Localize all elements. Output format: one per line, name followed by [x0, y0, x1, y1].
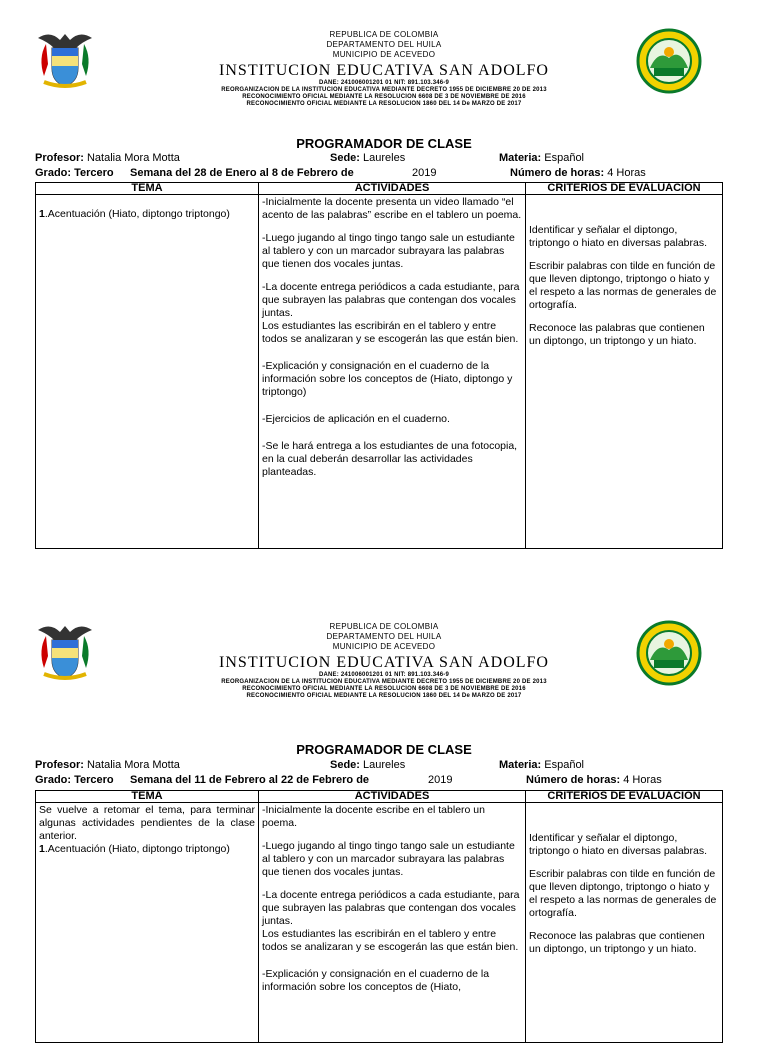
resolution-line-1: RECONOCIMIENTO OFICIAL MEDIANTE LA RESOLUCION 6608 DE 3 DE NOVIEMBRE DE 2016: [242, 686, 526, 692]
materia-value: Español: [544, 152, 585, 164]
activity-2: -Luego jugando al tingo tingo tango sale un estudiante al tablero y con un marcador subrayara las palabras que tienen dos vocales juntas.: [262, 232, 515, 270]
semana-value: Semana del 28 de Enero al 8 de Febrero de: [130, 167, 354, 179]
institution-name: INSTITUCION EDUCATIVA SAN ADOLFO: [219, 62, 549, 79]
municipality-line: MUNICIPIO DE ACEVEDO: [332, 642, 436, 651]
tema-number: 1: [39, 208, 45, 220]
profesor-label: Profesor:: [35, 759, 84, 771]
grado-label: Grado: Tercero: [35, 774, 114, 786]
sede-field: [330, 152, 405, 165]
activity-4: Los estudiantes las escribirán en el tablero y entre todos se analizaran y se escogerán las que están bien.: [262, 320, 519, 345]
tema-intro: Se vuelve a retomar el tema, para terminar algunas actividades pendientes de la clase anterior.: [39, 804, 255, 842]
criterion-3: Reconoce las palabras que contienen un diptongo, un triptongo y un hiato.: [529, 930, 705, 955]
year-value: 2019: [412, 167, 437, 179]
page-title: PROGRAMADOR DE CLASE: [296, 136, 472, 151]
letterhead: [0, 620, 768, 720]
letterhead-text: [120, 30, 648, 108]
criterion-2: Escribir palabras con tilde en función de que lleven diptongo, triptongo o hiato y el respeto a las normas de generales de ortografía.: [529, 260, 717, 311]
table-header-row: [36, 791, 723, 803]
class-plan-table: [35, 790, 723, 1043]
horas-value: 4 Horas: [607, 167, 646, 179]
country-line: REPUBLICA DE COLOMBIA: [329, 30, 439, 39]
tema-number: 1: [39, 843, 45, 855]
sede-label: Sede:: [330, 759, 360, 771]
profesor-field: [35, 152, 180, 165]
decree-line: REORGANIZACION DE LA INSTITUCION EDUCATIVA MEDIANTE DECRETO 1955 DE DICIEMBRE 20 DE 2013: [221, 679, 547, 685]
municipality-line: MUNICIPIO DE ACEVEDO: [332, 50, 436, 59]
materia-label: Materia:: [499, 759, 542, 771]
table-header-row: [36, 183, 723, 195]
tema-cell: [36, 195, 259, 549]
page-title: PROGRAMADOR DE CLASE: [296, 742, 472, 757]
col-actividades-header: ACTIVIDADES: [259, 791, 526, 803]
horas-field: [526, 774, 662, 787]
col-actividades-header: ACTIVIDADES: [259, 183, 526, 195]
dane-line: DANE: 241006001201 01 NIT: 891.103.346-9: [318, 80, 450, 86]
materia-field: [499, 759, 584, 772]
materia-value: Español: [544, 759, 585, 771]
horas-label: Número de horas:: [526, 774, 621, 786]
criterion-1: Identificar y señalar el diptongo, triptongo o hiato en diversas palabras.: [529, 224, 708, 249]
activity-1: -Inicialmente la docente presenta un video llamado “el acento de las palabras” escribe en el tablero un poema.: [262, 196, 522, 221]
actividades-cell: [259, 195, 526, 549]
criterios-cell: [526, 803, 723, 1043]
horas-label: Número de horas:: [510, 167, 605, 179]
profesor-label: Profesor:: [35, 152, 84, 164]
criterion-2: Escribir palabras con tilde en función de que lleven diptongo, triptongo o hiato y el respeto a las normas de generales de ortografía.: [529, 868, 717, 919]
semana-field: [130, 167, 354, 180]
grado-field: [35, 167, 114, 180]
resolution-line-2: RECONOCIMIENTO OFICIAL MEDIANTE LA RESOLUCION 1860 DEL 14 De MARZO DE 2017: [246, 101, 522, 107]
letterhead-text: [120, 622, 648, 700]
country-line: REPUBLICA DE COLOMBIA: [329, 622, 439, 631]
school-seal-icon: [636, 28, 702, 94]
semana-value: Semana del 11 de Febrero al 22 de Febrero de: [130, 774, 370, 786]
department-line: DEPARTAMENTO DEL HUILA: [326, 40, 442, 49]
criterios-cell: [526, 195, 723, 549]
tema-text: [39, 208, 255, 221]
class-plan-table: [35, 182, 723, 549]
year-value: 2019: [428, 774, 453, 786]
criterion-3: Reconoce las palabras que contienen un diptongo, un triptongo y un hiato.: [529, 322, 705, 347]
activity-1: -Inicialmente la docente escribe en el tablero un poema.: [262, 804, 485, 829]
dane-line: DANE: 241006001201 01 NIT: 891.103.346-9: [318, 672, 450, 678]
materia-label: Materia:: [499, 152, 542, 164]
plan-page-1: [0, 28, 768, 478]
tema-cell: [36, 803, 259, 1043]
grado-field: [35, 774, 114, 787]
school-seal-icon: [636, 620, 702, 686]
tema-text: [39, 843, 255, 856]
horas-field: [510, 167, 646, 180]
plan-page-2: [0, 620, 768, 993]
activity-5: -Explicación y consignación en el cuaderno de la información sobre los conceptos de (Hiato, diptongo y triptongo): [262, 360, 513, 398]
grado-label: Grado: Tercero: [35, 167, 114, 179]
letterhead: [0, 28, 768, 128]
profesor-value: Natalia Mora Motta: [86, 759, 180, 771]
col-criterios-header: CRITERIOS DE EVALUACION: [526, 183, 723, 195]
col-tema-header: TEMA: [36, 183, 259, 195]
tema-label: .Acentuación (Hiato, diptongo triptongo): [44, 843, 230, 855]
table-row: [36, 803, 723, 1043]
activity-4: Los estudiantes las escribirán en el tablero y entre todos se analizaran y se escogerán las que están bien.: [262, 928, 519, 953]
activity-6: -Ejercicios de aplicación en el cuaderno.: [262, 413, 450, 425]
activity-3: -La docente entrega periódicos a cada estudiante, para que subrayen las palabras que contengan dos vocales juntas.: [262, 889, 520, 927]
col-tema-header: TEMA: [36, 791, 259, 803]
materia-field: [499, 152, 584, 165]
col-criterios-header: CRITERIOS DE EVALUACION: [526, 791, 723, 803]
activity-7: -Se le hará entrega a los estudiantes de una fotocopia, en la cual deberán desarrollar las actividades planteadas.: [262, 440, 518, 478]
sede-field: [330, 759, 405, 772]
criterion-1: Identificar y señalar el diptongo, triptongo o hiato en diversas palabras.: [529, 832, 708, 857]
colombia-coat-of-arms-icon: [32, 620, 98, 686]
horas-value: 4 Horas: [623, 774, 662, 786]
tema-label: .Acentuación (Hiato, diptongo triptongo): [44, 208, 230, 220]
sede-value: Laureles: [363, 152, 406, 164]
institution-name: INSTITUCION EDUCATIVA SAN ADOLFO: [219, 654, 549, 671]
resolution-line-2: RECONOCIMIENTO OFICIAL MEDIANTE LA RESOLUCION 1860 DEL 14 De MARZO DE 2017: [246, 693, 522, 699]
sede-label: Sede:: [330, 152, 360, 164]
profesor-field: [35, 759, 180, 772]
profesor-value: Natalia Mora Motta: [86, 152, 180, 164]
activity-5: -Explicación y consignación en el cuaderno de la información sobre los conceptos de (Hiato,: [262, 968, 490, 993]
table-row: [36, 195, 723, 549]
actividades-cell: [259, 803, 526, 1043]
colombia-coat-of-arms-icon: [32, 28, 98, 94]
semana-field: [130, 774, 369, 787]
activity-3: -La docente entrega periódicos a cada estudiante, para que subrayen las palabras que contengan dos vocales juntas.: [262, 281, 520, 319]
decree-line: REORGANIZACION DE LA INSTITUCION EDUCATIVA MEDIANTE DECRETO 1955 DE DICIEMBRE 20 DE 2013: [221, 87, 547, 93]
activity-2: -Luego jugando al tingo tingo tango sale un estudiante al tablero y con un marcador subrayara las palabras que tienen dos vocales juntas.: [262, 840, 515, 878]
department-line: DEPARTAMENTO DEL HUILA: [326, 632, 442, 641]
resolution-line-1: RECONOCIMIENTO OFICIAL MEDIANTE LA RESOLUCION 6608 DE 3 DE NOVIEMBRE DE 2016: [242, 94, 526, 100]
sede-value: Laureles: [363, 759, 406, 771]
